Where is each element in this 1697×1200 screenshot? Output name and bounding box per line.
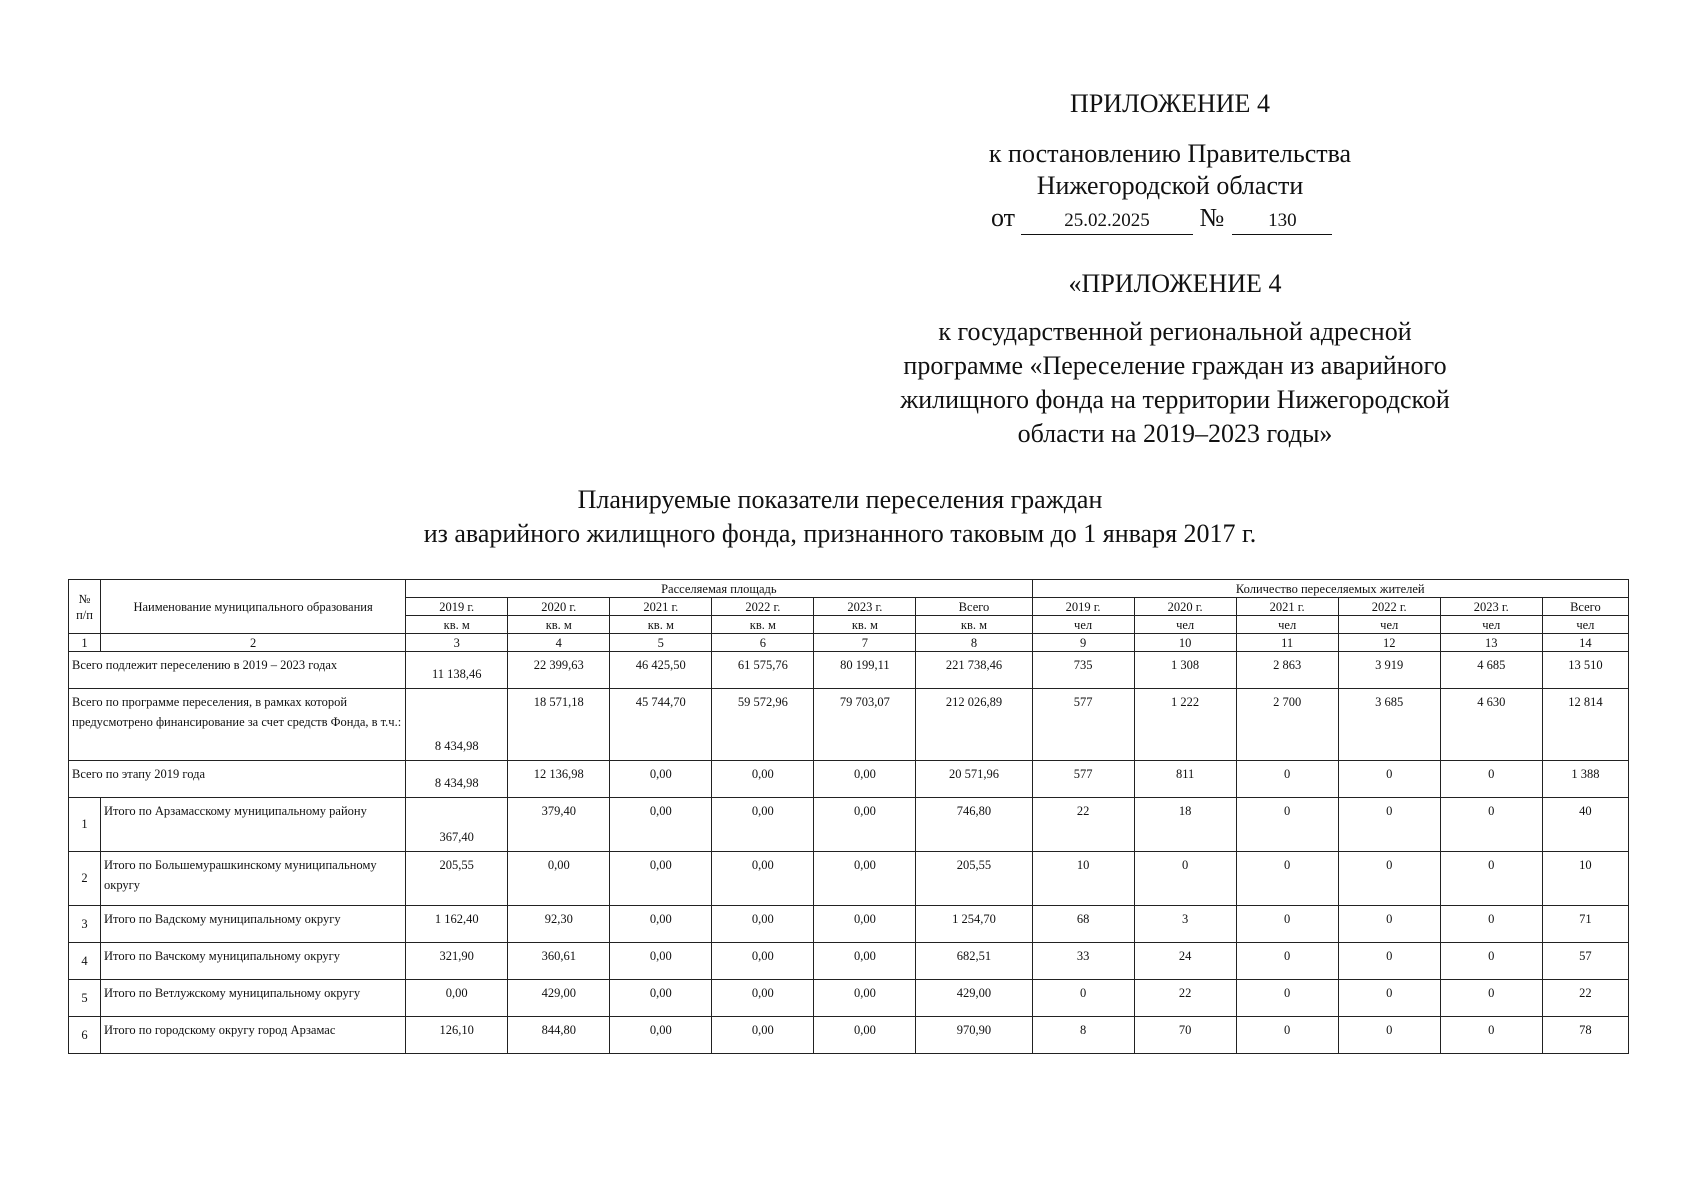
area-value-cell: 0,00 xyxy=(814,1017,916,1054)
area-value-cell: 1 254,70 xyxy=(916,906,1032,943)
people-value-cell: 0 xyxy=(1338,798,1440,852)
area-value-cell: 12 136,98 xyxy=(508,761,610,798)
header-people-group: Количество переселяемых жителей xyxy=(1032,580,1628,598)
people-value-cell: 3 685 xyxy=(1338,689,1440,761)
header-unit-people: чел xyxy=(1134,616,1236,634)
area-value-cell: 682,51 xyxy=(916,943,1032,980)
header-name: Наименование муниципального образования xyxy=(101,580,406,634)
column-number: 9 xyxy=(1032,634,1134,652)
people-value-cell: 0 xyxy=(1236,943,1338,980)
area-value-cell: 0,00 xyxy=(610,906,712,943)
people-value-cell: 735 xyxy=(1032,652,1134,689)
row-name: Всего по программе переселения, в рамках которой предусмотрено финансирование за счет средств Фонда, в т.ч.: xyxy=(69,689,406,761)
annex2-line: программе «Переселение граждан из аварийного xyxy=(903,351,1447,380)
area-value-cell: 0,00 xyxy=(610,798,712,852)
column-number: 8 xyxy=(916,634,1032,652)
header-people-year: 2021 г. xyxy=(1236,598,1338,616)
row-name: Итого по Большемурашкинскому муниципальному округу xyxy=(101,852,406,906)
header-area-year: 2022 г. xyxy=(712,598,814,616)
people-value-cell: 4 630 xyxy=(1440,689,1542,761)
annex2-line: жилищного фонда на территории Нижегородской xyxy=(900,385,1450,414)
people-value-cell: 70 xyxy=(1134,1017,1236,1054)
header-unit-area: кв. м xyxy=(814,616,916,634)
area-value-cell: 0,00 xyxy=(814,980,916,1017)
table-row xyxy=(69,906,1629,943)
area-value-cell: 0,00 xyxy=(610,943,712,980)
people-value-cell: 1 308 xyxy=(1134,652,1236,689)
area-value-cell: 429,00 xyxy=(508,980,610,1017)
people-value-cell: 10 xyxy=(1542,852,1628,906)
people-value-cell: 0 xyxy=(1440,798,1542,852)
area-value-cell: 844,80 xyxy=(508,1017,610,1054)
column-number: 11 xyxy=(1236,634,1338,652)
area-value-cell: 1 162,40 xyxy=(406,906,508,943)
area-value-cell: 360,61 xyxy=(508,943,610,980)
people-value-cell: 22 xyxy=(1542,980,1628,1017)
people-value-cell: 0 xyxy=(1440,980,1542,1017)
people-value-cell: 13 510 xyxy=(1542,652,1628,689)
header-area-year: 2019 г. xyxy=(406,598,508,616)
header-unit-area: кв. м xyxy=(916,616,1032,634)
people-value-cell: 0 xyxy=(1134,852,1236,906)
column-number: 6 xyxy=(712,634,814,652)
column-number: 14 xyxy=(1542,634,1628,652)
people-value-cell: 4 685 xyxy=(1440,652,1542,689)
area-value-cell: 45 744,70 xyxy=(610,689,712,761)
people-value-cell: 0 xyxy=(1236,761,1338,798)
people-value-cell: 0 xyxy=(1338,943,1440,980)
people-value-cell: 0 xyxy=(1440,761,1542,798)
header-unit-people: чел xyxy=(1236,616,1338,634)
area-value-cell: 0,00 xyxy=(814,852,916,906)
header-unit-people: чел xyxy=(1338,616,1440,634)
header-people-year: 2022 г. xyxy=(1338,598,1440,616)
people-value-cell: 3 xyxy=(1134,906,1236,943)
header-unit-people: чел xyxy=(1542,616,1628,634)
row-index: 2 xyxy=(69,852,101,906)
area-value-cell: 0,00 xyxy=(814,798,916,852)
area-value-cell: 0,00 xyxy=(814,943,916,980)
resettlement-table xyxy=(68,579,1629,1054)
area-value-cell: 0,00 xyxy=(610,852,712,906)
people-value-cell: 22 xyxy=(1134,980,1236,1017)
row-name: Итого по Арзамасскому муниципальному району xyxy=(101,798,406,852)
row-name: Итого по Вадскому муниципальному округу xyxy=(101,906,406,943)
column-number: 7 xyxy=(814,634,916,652)
table-row xyxy=(69,652,1629,689)
table-row xyxy=(69,798,1629,852)
area-value-cell: 46 425,50 xyxy=(610,652,712,689)
header-no: № п/п xyxy=(69,580,101,634)
annex-date-number-line xyxy=(991,202,1332,235)
annex-subtitle-line2: Нижегородской области xyxy=(1036,171,1304,200)
people-value-cell: 0 xyxy=(1338,852,1440,906)
people-value-cell: 0 xyxy=(1440,943,1542,980)
from-label: от xyxy=(991,203,1016,232)
row-index: 6 xyxy=(69,1017,101,1054)
area-value-cell: 22 399,63 xyxy=(508,652,610,689)
area-value-cell: 0,00 xyxy=(406,980,508,1017)
area-value-cell: 0,00 xyxy=(712,798,814,852)
people-value-cell: 1 388 xyxy=(1542,761,1628,798)
header-unit-area: кв. м xyxy=(508,616,610,634)
header-unit-area: кв. м xyxy=(712,616,814,634)
people-value-cell: 0 xyxy=(1440,906,1542,943)
area-value-cell: 0,00 xyxy=(610,1017,712,1054)
people-value-cell: 71 xyxy=(1542,906,1628,943)
column-number: 4 xyxy=(508,634,610,652)
area-value-cell: 0,00 xyxy=(712,852,814,906)
header-area-year: 2020 г. xyxy=(508,598,610,616)
row-name: Итого по Вачскому муниципальному округу xyxy=(101,943,406,980)
people-value-cell: 0 xyxy=(1236,852,1338,906)
people-value-cell: 0 xyxy=(1440,852,1542,906)
area-value-cell: 970,90 xyxy=(916,1017,1032,1054)
header-people-year: 2020 г. xyxy=(1134,598,1236,616)
area-value-cell: 321,90 xyxy=(406,943,508,980)
people-value-cell: 0 xyxy=(1032,980,1134,1017)
column-number: 12 xyxy=(1338,634,1440,652)
row-index: 1 xyxy=(69,798,101,852)
header-people-year: 2023 г. xyxy=(1440,598,1542,616)
area-value-cell: 20 571,96 xyxy=(916,761,1032,798)
area-value-cell: 205,55 xyxy=(406,852,508,906)
people-value-cell: 1 222 xyxy=(1134,689,1236,761)
header-people-year: Всего xyxy=(1542,598,1628,616)
people-value-cell: 10 xyxy=(1032,852,1134,906)
area-value-cell: 8 434,98 xyxy=(406,689,508,761)
people-value-cell: 0 xyxy=(1338,1017,1440,1054)
people-value-cell: 0 xyxy=(1236,980,1338,1017)
area-value-cell: 59 572,96 xyxy=(712,689,814,761)
people-value-cell: 68 xyxy=(1032,906,1134,943)
area-value-cell: 80 199,11 xyxy=(814,652,916,689)
header-area-year: Всего xyxy=(916,598,1032,616)
header-people-year: 2019 г. xyxy=(1032,598,1134,616)
area-value-cell: 11 138,46 xyxy=(406,652,508,689)
annex2-line: области на 2019–2023 годы» xyxy=(1017,419,1333,448)
header-area-year: 2023 г. xyxy=(814,598,916,616)
people-value-cell: 57 xyxy=(1542,943,1628,980)
row-name: Всего по этапу 2019 года xyxy=(69,761,406,798)
area-value-cell: 367,40 xyxy=(406,798,508,852)
people-value-cell: 0 xyxy=(1236,906,1338,943)
people-value-cell: 0 xyxy=(1338,761,1440,798)
people-value-cell: 33 xyxy=(1032,943,1134,980)
area-value-cell: 0,00 xyxy=(814,906,916,943)
table-row xyxy=(69,1017,1629,1054)
area-value-cell: 0,00 xyxy=(508,852,610,906)
header-unit-people: чел xyxy=(1440,616,1542,634)
row-name: Итого по городскому округу город Арзамас xyxy=(101,1017,406,1054)
number-label: № xyxy=(1199,203,1225,232)
area-value-cell: 8 434,98 xyxy=(406,761,508,798)
row-name: Всего подлежит переселению в 2019 – 2023 годах xyxy=(69,652,406,689)
area-value-cell: 0,00 xyxy=(814,761,916,798)
area-value-cell: 0,00 xyxy=(712,761,814,798)
people-value-cell: 0 xyxy=(1236,1017,1338,1054)
area-value-cell: 126,10 xyxy=(406,1017,508,1054)
people-value-cell: 577 xyxy=(1032,689,1134,761)
area-value-cell: 746,80 xyxy=(916,798,1032,852)
column-number: 5 xyxy=(610,634,712,652)
table-title-line1: Планируемые показатели переселения граждан xyxy=(577,485,1103,514)
table-row xyxy=(69,852,1629,906)
header-row-group xyxy=(69,580,1629,598)
area-value-cell: 0,00 xyxy=(712,906,814,943)
row-name: Итого по Ветлужскому муниципальному округу xyxy=(101,980,406,1017)
people-value-cell: 2 863 xyxy=(1236,652,1338,689)
area-value-cell: 0,00 xyxy=(712,980,814,1017)
area-value-cell: 92,30 xyxy=(508,906,610,943)
column-number: 2 xyxy=(101,634,406,652)
area-value-cell: 221 738,46 xyxy=(916,652,1032,689)
header-unit-area: кв. м xyxy=(406,616,508,634)
table-row xyxy=(69,761,1629,798)
table-row xyxy=(69,980,1629,1017)
area-value-cell: 0,00 xyxy=(712,1017,814,1054)
decree-date: 25.02.2025 xyxy=(1021,208,1193,235)
column-number: 13 xyxy=(1440,634,1542,652)
row-index: 5 xyxy=(69,980,101,1017)
table-row xyxy=(69,689,1629,761)
people-value-cell: 0 xyxy=(1440,1017,1542,1054)
decree-number: 130 xyxy=(1232,208,1332,235)
people-value-cell: 0 xyxy=(1236,798,1338,852)
table-title-line2: из аварийного жилищного фонда, признанного таковым до 1 января 2017 г. xyxy=(423,519,1257,548)
header-area-group: Расселяемая площадь xyxy=(406,580,1032,598)
area-value-cell: 79 703,07 xyxy=(814,689,916,761)
row-index: 4 xyxy=(69,943,101,980)
people-value-cell: 0 xyxy=(1338,980,1440,1017)
area-value-cell: 429,00 xyxy=(916,980,1032,1017)
annex2-title: «ПРИЛОЖЕНИЕ 4 xyxy=(1068,269,1282,298)
column-number: 10 xyxy=(1134,634,1236,652)
people-value-cell: 24 xyxy=(1134,943,1236,980)
people-value-cell: 8 xyxy=(1032,1017,1134,1054)
people-value-cell: 22 xyxy=(1032,798,1134,852)
table-row xyxy=(69,943,1629,980)
people-value-cell: 78 xyxy=(1542,1017,1628,1054)
people-value-cell: 0 xyxy=(1338,906,1440,943)
people-value-cell: 577 xyxy=(1032,761,1134,798)
header-unit-area: кв. м xyxy=(610,616,712,634)
people-value-cell: 2 700 xyxy=(1236,689,1338,761)
area-value-cell: 0,00 xyxy=(712,943,814,980)
people-value-cell: 18 xyxy=(1134,798,1236,852)
header-row-column-numbers xyxy=(69,634,1629,652)
row-index: 3 xyxy=(69,906,101,943)
area-value-cell: 212 026,89 xyxy=(916,689,1032,761)
annex-subtitle-line1: к постановлению Правительства xyxy=(988,139,1352,168)
area-value-cell: 205,55 xyxy=(916,852,1032,906)
people-value-cell: 12 814 xyxy=(1542,689,1628,761)
column-number: 1 xyxy=(69,634,101,652)
column-number: 3 xyxy=(406,634,508,652)
area-value-cell: 0,00 xyxy=(610,980,712,1017)
people-value-cell: 40 xyxy=(1542,798,1628,852)
header-area-year: 2021 г. xyxy=(610,598,712,616)
header-unit-people: чел xyxy=(1032,616,1134,634)
people-value-cell: 811 xyxy=(1134,761,1236,798)
people-value-cell: 3 919 xyxy=(1338,652,1440,689)
annex2-line: к государственной региональной адресной xyxy=(938,317,1412,346)
annex-title: ПРИЛОЖЕНИЕ 4 xyxy=(1070,89,1270,118)
area-value-cell: 61 575,76 xyxy=(712,652,814,689)
area-value-cell: 379,40 xyxy=(508,798,610,852)
area-value-cell: 18 571,18 xyxy=(508,689,610,761)
area-value-cell: 0,00 xyxy=(610,761,712,798)
